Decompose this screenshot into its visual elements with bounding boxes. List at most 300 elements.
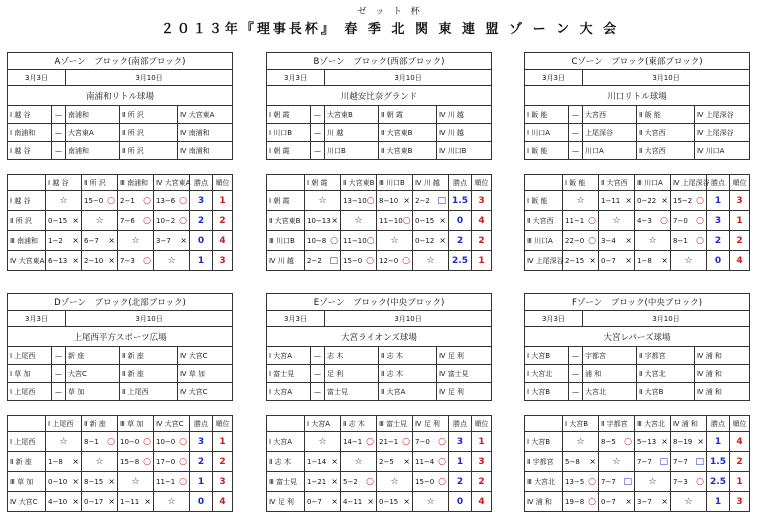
- date-1: 3月3日: [8, 311, 66, 327]
- date-2: 3月10日: [325, 70, 492, 86]
- schedule-table: [266, 52, 492, 160]
- match-team: Ⅰ 越 谷: [8, 142, 52, 160]
- team-header: Ⅳ 上尾深谷: [671, 175, 707, 191]
- match-team: Ⅳ 浦 和: [695, 383, 750, 401]
- match-team: Ⅰ 朝 霞: [267, 106, 311, 124]
- result-row: [525, 472, 750, 492]
- result-cell: 7−0 ○: [413, 432, 449, 452]
- result-cell: 2−1 ○: [118, 191, 154, 211]
- match-team: 新 座: [66, 347, 120, 365]
- result-cell: 0−17 ×: [82, 492, 118, 512]
- result-cell: 4−11 ×: [341, 492, 377, 512]
- zone-name: Eゾーン ブロック(中央ブロック): [267, 294, 492, 311]
- rank-value: 2: [730, 231, 750, 251]
- match-team: Ⅳ 川口A: [695, 142, 750, 160]
- dash: —: [311, 106, 325, 124]
- match-team: 大宮東A: [66, 124, 120, 142]
- team-header: Ⅲ 富士見: [377, 416, 413, 432]
- result-row: [8, 432, 233, 452]
- result-cell: 2−15 ×: [563, 251, 599, 271]
- match-team: Ⅳ 富士見: [437, 365, 492, 383]
- result-cell: 5−2 ○: [341, 472, 377, 492]
- match-team: Ⅱ 所 沢: [120, 106, 178, 124]
- corner-cell: [8, 175, 46, 191]
- result-cell: 15−8 ○: [118, 452, 154, 472]
- rank-value: 1: [213, 432, 233, 452]
- team-header: Ⅰ 朝 霞: [305, 175, 341, 191]
- match-row: [267, 142, 492, 160]
- result-cell: ☆: [341, 452, 377, 472]
- match-row: [8, 365, 233, 383]
- points-header: 勝点: [707, 416, 730, 432]
- match-row: [525, 347, 750, 365]
- date-1: 3月3日: [525, 70, 583, 86]
- result-cell: 0−12 ×: [413, 231, 449, 251]
- row-team: Ⅱ 大宮東B: [267, 211, 305, 231]
- team-header: Ⅳ 大宮C: [154, 416, 190, 432]
- venue: 大宮レパーズ球場: [525, 327, 750, 347]
- venue: 川越安比奈グランド: [267, 86, 492, 106]
- match-row: [8, 106, 233, 124]
- match-team: Ⅱ 大宮東B: [379, 142, 437, 160]
- match-team: Ⅰ 川口A: [525, 124, 569, 142]
- row-team: Ⅲ 富士見: [267, 472, 305, 492]
- schedule-table: [7, 293, 233, 401]
- rank-value: 2: [472, 472, 492, 492]
- rank-value: 3: [213, 472, 233, 492]
- team-header: Ⅱ 宇都宮: [599, 416, 635, 432]
- dash: —: [569, 142, 583, 160]
- result-cell: 8−1 ○: [82, 432, 118, 452]
- result-cell: 7−6 ○: [118, 211, 154, 231]
- dash: —: [52, 347, 66, 365]
- team-header: Ⅰ 越 谷: [46, 175, 82, 191]
- match-team: 川口A: [583, 142, 637, 160]
- result-cell: ☆: [82, 211, 118, 231]
- row-team: Ⅱ 新 座: [8, 452, 46, 472]
- match-team: 富士見: [325, 383, 379, 401]
- zone-name: Dゾーン ブロック(北部ブロック): [8, 294, 233, 311]
- result-row: [267, 191, 492, 211]
- corner-cell: [525, 175, 563, 191]
- result-row: [8, 211, 233, 231]
- result-cell: ☆: [118, 231, 154, 251]
- results-table: [7, 174, 233, 271]
- match-row: [8, 142, 233, 160]
- result-row: [8, 492, 233, 512]
- match-team: Ⅰ 上尾西: [8, 383, 52, 401]
- match-team: Ⅰ 越 谷: [8, 106, 52, 124]
- dash: —: [311, 124, 325, 142]
- team-header: Ⅲ 川口A: [635, 175, 671, 191]
- match-team: 足 利: [325, 365, 379, 383]
- match-team: Ⅱ 大宮東B: [379, 124, 437, 142]
- dash: —: [52, 106, 66, 124]
- venue: 上尾西平方スポーツ広場: [8, 327, 233, 347]
- result-row: [8, 231, 233, 251]
- points-value: 1: [707, 432, 730, 452]
- result-cell: 8−5 ○: [599, 432, 635, 452]
- dash: —: [52, 142, 66, 160]
- results-table: [524, 415, 750, 512]
- match-row: [8, 124, 233, 142]
- result-cell: ☆: [377, 231, 413, 251]
- schedule-table: [266, 293, 492, 401]
- row-team: Ⅱ 所 沢: [8, 211, 46, 231]
- result-cell: ☆: [671, 492, 707, 512]
- zone-a: [7, 52, 232, 271]
- match-team: Ⅳ 草 加: [178, 365, 233, 383]
- result-cell: 8−10 ×: [377, 191, 413, 211]
- team-header: Ⅰ 大宮A: [305, 416, 341, 432]
- row-team: Ⅰ 飯 能: [525, 191, 563, 211]
- result-cell: 8−1 ○: [671, 231, 707, 251]
- result-cell: ☆: [599, 211, 635, 231]
- match-team: Ⅱ 所 沢: [120, 142, 178, 160]
- result-cell: 2−5 ×: [377, 452, 413, 472]
- points-value: 1: [190, 472, 213, 492]
- match-team: 上尾深谷: [583, 124, 637, 142]
- match-team: Ⅱ 大宮A: [379, 383, 437, 401]
- result-cell: 7−3 ○: [118, 251, 154, 271]
- result-cell: 11−10 ○: [341, 231, 377, 251]
- rank-value: 1: [730, 472, 750, 492]
- match-team: 川 越: [325, 124, 379, 142]
- result-cell: ☆: [563, 432, 599, 452]
- result-cell: ☆: [377, 472, 413, 492]
- rank-value: 1: [472, 251, 492, 271]
- result-cell: 19−8 ○: [563, 492, 599, 512]
- dash: —: [52, 383, 66, 401]
- result-cell: 13−6 ○: [154, 191, 190, 211]
- team-header: Ⅱ 大宮西: [599, 175, 635, 191]
- corner-cell: [267, 175, 305, 191]
- row-team: Ⅳ 足 利: [267, 492, 305, 512]
- result-cell: ☆: [305, 432, 341, 452]
- points-value: 2.5: [449, 251, 472, 271]
- rank-value: 4: [730, 432, 750, 452]
- points-value: 0: [707, 251, 730, 271]
- rank-value: 2: [213, 452, 233, 472]
- row-team: Ⅰ 上尾西: [8, 432, 46, 452]
- result-cell: 3−4 ×: [599, 231, 635, 251]
- row-team: Ⅰ 朝 霞: [267, 191, 305, 211]
- match-team: Ⅱ 大宮西: [637, 124, 695, 142]
- match-team: 草 加: [66, 383, 120, 401]
- result-cell: ☆: [413, 251, 449, 271]
- result-cell: 14−1 ○: [341, 432, 377, 452]
- match-row: [525, 142, 750, 160]
- result-cell: 15−2 ○: [671, 191, 707, 211]
- result-cell: 22−0 ○: [563, 231, 599, 251]
- row-team: Ⅱ 宇都宮: [525, 452, 563, 472]
- match-team: Ⅱ 所 沢: [120, 124, 178, 142]
- corner-cell: [525, 416, 563, 432]
- match-team: Ⅱ 志 木: [379, 347, 437, 365]
- result-cell: ☆: [599, 452, 635, 472]
- points-header: 勝点: [449, 175, 472, 191]
- match-row: [8, 383, 233, 401]
- dash: —: [569, 383, 583, 401]
- points-header: 勝点: [190, 416, 213, 432]
- result-cell: 13−5 ○: [563, 472, 599, 492]
- match-team: Ⅳ 上尾深谷: [695, 106, 750, 124]
- result-cell: ☆: [563, 191, 599, 211]
- result-row: [267, 472, 492, 492]
- match-team: 南浦和: [66, 142, 120, 160]
- venue: 川口リトル球場: [525, 86, 750, 106]
- points-value: 3: [449, 432, 472, 452]
- points-value: 1: [707, 492, 730, 512]
- match-row: [525, 365, 750, 383]
- rank-value: 1: [472, 432, 492, 452]
- result-cell: ☆: [413, 492, 449, 512]
- row-team: Ⅲ 川口A: [525, 231, 563, 251]
- rank-value: 3: [730, 191, 750, 211]
- row-team: Ⅱ 志 木: [267, 452, 305, 472]
- team-header: Ⅳ 足 利: [413, 416, 449, 432]
- rank-value: 4: [730, 251, 750, 271]
- result-cell: 4−3 ○: [635, 211, 671, 231]
- result-cell: 11−1 ○: [563, 211, 599, 231]
- result-cell: 21−1 ○: [377, 432, 413, 452]
- match-team: Ⅱ 飯 能: [637, 106, 695, 124]
- result-cell: 7−7 □: [635, 452, 671, 472]
- match-team: 大宮北: [583, 383, 637, 401]
- result-cell: ☆: [154, 251, 190, 271]
- result-cell: 7−0 ○: [671, 211, 707, 231]
- rank-value: 4: [213, 231, 233, 251]
- dash: —: [569, 124, 583, 142]
- result-cell: 7−7 □: [671, 452, 707, 472]
- match-team: Ⅰ 飯 能: [525, 142, 569, 160]
- dash: —: [52, 124, 66, 142]
- team-header: Ⅲ 大宮北: [635, 416, 671, 432]
- match-team: Ⅳ 川 越: [437, 124, 492, 142]
- result-cell: 10−13 ×: [305, 211, 341, 231]
- corner-cell: [267, 416, 305, 432]
- team-header: Ⅳ 浦 和: [671, 416, 707, 432]
- result-cell: 2−10 ×: [82, 251, 118, 271]
- rank-header: 順位: [213, 416, 233, 432]
- match-team: Ⅰ 富士見: [267, 365, 311, 383]
- result-row: [8, 472, 233, 492]
- result-row: [267, 432, 492, 452]
- match-team: Ⅰ 大宮A: [267, 383, 311, 401]
- result-row: [267, 251, 492, 271]
- points-value: 3: [190, 432, 213, 452]
- points-header: 勝点: [190, 175, 213, 191]
- points-value: 1.5: [449, 191, 472, 211]
- zone-f: [524, 293, 749, 512]
- team-header: Ⅲ 草 加: [118, 416, 154, 432]
- row-team: Ⅲ 川口B: [267, 231, 305, 251]
- date-1: 3月3日: [8, 70, 66, 86]
- rank-value: 4: [472, 492, 492, 512]
- result-cell: ☆: [118, 472, 154, 492]
- match-team: Ⅰ 大宮B: [525, 383, 569, 401]
- dash: —: [569, 106, 583, 124]
- match-team: Ⅳ 南浦和: [178, 142, 233, 160]
- team-header: Ⅱ 所 沢: [82, 175, 118, 191]
- date-2: 3月10日: [66, 311, 233, 327]
- result-row: [525, 191, 750, 211]
- result-cell: 12−0 ○: [377, 251, 413, 271]
- result-cell: 5−8 ×: [563, 452, 599, 472]
- match-team: Ⅳ 足 利: [437, 383, 492, 401]
- match-team: Ⅳ 大宮C: [178, 347, 233, 365]
- date-1: 3月3日: [267, 311, 325, 327]
- result-row: [525, 492, 750, 512]
- match-team: Ⅰ 南浦和: [8, 124, 52, 142]
- results-table: [7, 415, 233, 512]
- row-team: Ⅳ 上尾深谷: [525, 251, 563, 271]
- match-team: Ⅰ 上尾西: [8, 347, 52, 365]
- points-value: 2: [449, 472, 472, 492]
- rank-value: 3: [472, 191, 492, 211]
- match-team: Ⅰ 草 加: [8, 365, 52, 383]
- result-row: [8, 452, 233, 472]
- team-header: Ⅲ 南浦和: [118, 175, 154, 191]
- match-team: 大宮西: [583, 106, 637, 124]
- match-team: Ⅱ 新 座: [120, 347, 178, 365]
- dash: —: [311, 142, 325, 160]
- team-header: Ⅱ 新 座: [82, 416, 118, 432]
- rank-value: 2: [213, 211, 233, 231]
- result-cell: ☆: [635, 231, 671, 251]
- corner-cell: [8, 416, 46, 432]
- points-header: 勝点: [449, 416, 472, 432]
- match-row: [267, 347, 492, 365]
- rank-value: 4: [213, 492, 233, 512]
- result-cell: ☆: [671, 251, 707, 271]
- result-cell: 1−8 ×: [635, 251, 671, 271]
- match-team: Ⅱ 大宮B: [637, 383, 695, 401]
- rank-value: 1: [730, 211, 750, 231]
- result-cell: 4−10 ×: [46, 492, 82, 512]
- match-team: Ⅰ 川口B: [267, 124, 311, 142]
- result-cell: 1−11 ×: [118, 492, 154, 512]
- points-value: 1: [449, 452, 472, 472]
- points-value: 0: [449, 492, 472, 512]
- points-value: 3: [190, 191, 213, 211]
- match-team: 南浦和: [66, 106, 120, 124]
- result-cell: ☆: [82, 452, 118, 472]
- page-title: ２０１３年『理事長杯』 春 季 北 関 東 連 盟 ゾ ー ン 大 会: [160, 22, 620, 37]
- match-team: Ⅳ 大宮東A: [178, 106, 233, 124]
- row-team: Ⅰ 大宮A: [267, 432, 305, 452]
- points-value: 0: [190, 492, 213, 512]
- match-team: Ⅳ 浦 和: [695, 347, 750, 365]
- row-team: Ⅳ 大宮東A: [8, 251, 46, 271]
- date-1: 3月3日: [267, 70, 325, 86]
- match-team: 大宮C: [66, 365, 120, 383]
- team-header: Ⅲ 川口B: [377, 175, 413, 191]
- match-team: Ⅰ 大宮B: [525, 347, 569, 365]
- points-value: 2: [190, 211, 213, 231]
- zone-c: [524, 52, 749, 271]
- match-row: [8, 347, 233, 365]
- points-value: 0: [449, 211, 472, 231]
- result-cell: ☆: [46, 191, 82, 211]
- result-cell: 1−2 ×: [46, 231, 82, 251]
- result-row: [525, 432, 750, 452]
- result-cell: 3−7 ×: [154, 231, 190, 251]
- result-row: [525, 211, 750, 231]
- zone-d: [7, 293, 232, 512]
- match-row: [267, 383, 492, 401]
- points-value: 1: [190, 251, 213, 271]
- result-cell: 1−11 ×: [599, 191, 635, 211]
- row-team: Ⅲ 南浦和: [8, 231, 46, 251]
- rank-header: 順位: [213, 175, 233, 191]
- row-team: Ⅲ 草 加: [8, 472, 46, 492]
- match-row: [267, 124, 492, 142]
- result-row: [525, 452, 750, 472]
- result-row: [8, 191, 233, 211]
- points-value: 3: [707, 211, 730, 231]
- result-cell: 10−2 ○: [154, 211, 190, 231]
- rank-value: 4: [472, 211, 492, 231]
- team-header: Ⅰ 飯 能: [563, 175, 599, 191]
- points-value: 2: [190, 452, 213, 472]
- schedule-table: [524, 52, 750, 160]
- result-cell: 10−0 ○: [118, 432, 154, 452]
- result-row: [267, 452, 492, 472]
- date-2: 3月10日: [583, 70, 750, 86]
- match-row: [525, 383, 750, 401]
- result-cell: 0−7 ×: [599, 251, 635, 271]
- rank-header: 順位: [472, 416, 492, 432]
- dash: —: [311, 365, 325, 383]
- date-2: 3月10日: [66, 70, 233, 86]
- rank-value: 2: [730, 452, 750, 472]
- dash: —: [569, 347, 583, 365]
- points-value: 2.5: [707, 472, 730, 492]
- result-cell: 8−19 ×: [671, 432, 707, 452]
- result-cell: ☆: [635, 472, 671, 492]
- result-row: [267, 492, 492, 512]
- zone-name: Fゾーン ブロック(中央ブロック): [525, 294, 750, 311]
- result-cell: 1−14 ×: [305, 452, 341, 472]
- result-cell: 2−2 □: [413, 191, 449, 211]
- result-cell: 11−1 ○: [154, 472, 190, 492]
- result-cell: 15−0 ○: [341, 251, 377, 271]
- team-header: Ⅱ 大宮東B: [341, 175, 377, 191]
- result-cell: 10−0 ○: [154, 432, 190, 452]
- rank-value: 1: [213, 191, 233, 211]
- dash: —: [569, 365, 583, 383]
- result-cell: 15−0 ○: [413, 472, 449, 492]
- result-row: [525, 231, 750, 251]
- result-row: [525, 251, 750, 271]
- venue: 大宮ライオンズ球場: [267, 327, 492, 347]
- points-value: 0: [190, 231, 213, 251]
- result-cell: 17−0 ○: [154, 452, 190, 472]
- match-team: Ⅰ 大宮北: [525, 365, 569, 383]
- page-subtitle: ゼ ッ ト 杯: [357, 7, 423, 17]
- row-team: Ⅰ 大宮B: [525, 432, 563, 452]
- result-row: [267, 231, 492, 251]
- team-header: Ⅱ 志 木: [341, 416, 377, 432]
- points-value: 2: [707, 231, 730, 251]
- row-team: Ⅰ 越 谷: [8, 191, 46, 211]
- result-cell: 5−13 ×: [635, 432, 671, 452]
- row-team: Ⅱ 大宮西: [525, 211, 563, 231]
- result-row: [8, 251, 233, 271]
- result-cell: 6−13 ×: [46, 251, 82, 271]
- team-header: Ⅳ 川 越: [413, 175, 449, 191]
